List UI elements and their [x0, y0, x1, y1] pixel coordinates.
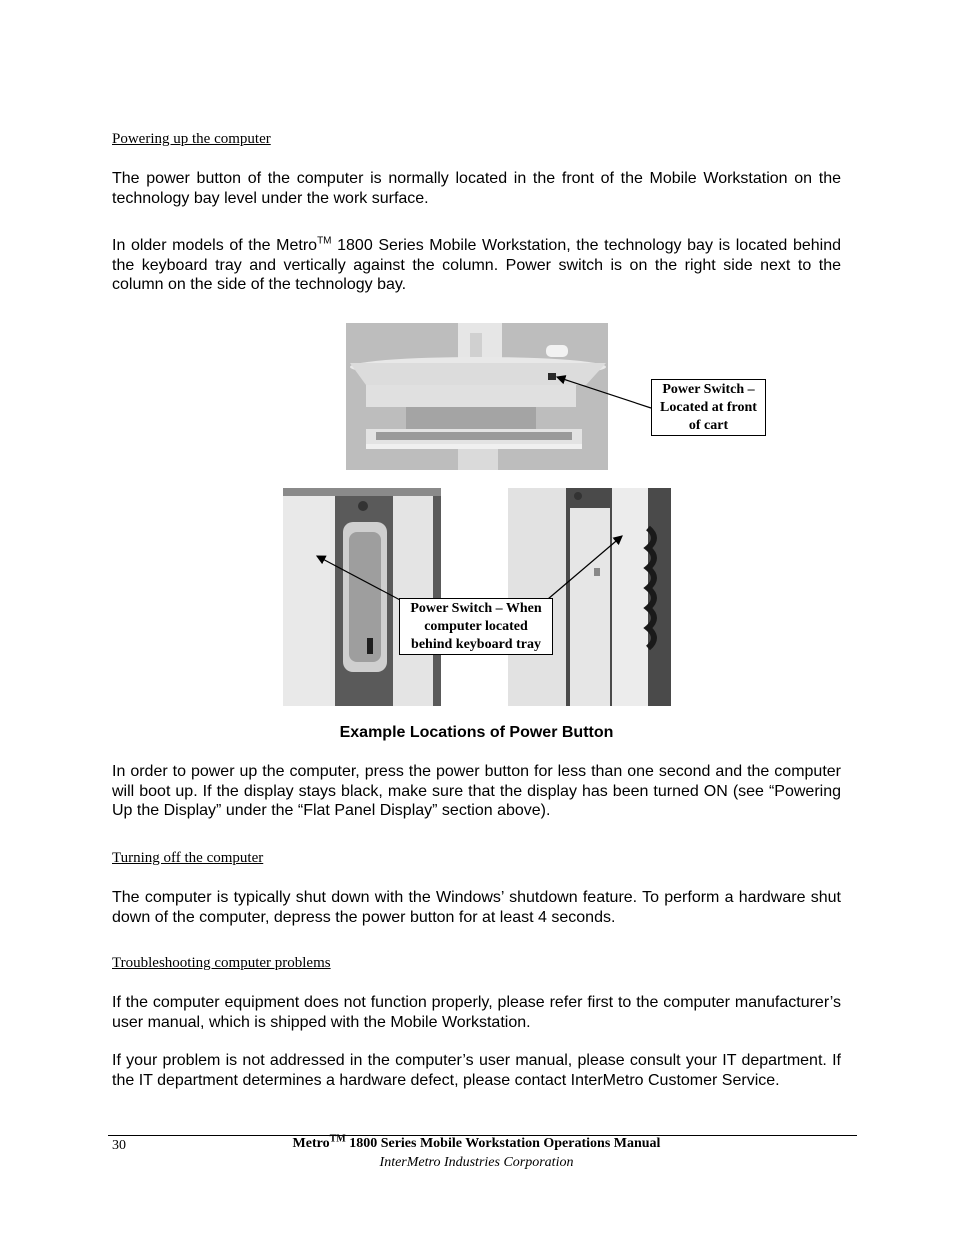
- footer-manual-title: [112, 1133, 841, 1152]
- footer-title-start: Metro: [292, 1136, 330, 1151]
- footer-trademark-symbol: TM: [329, 1133, 346, 1145]
- page-number: 30: [112, 1138, 126, 1153]
- heading-troubleshooting: Troubleshooting computer problems: [112, 955, 331, 971]
- paragraph-power-up-instructions: In order to power up the computer, press the power button for less than one second and the computer will boot up. If the display stays black, make sure that the display has been turned ON (see “Powering Up the Display” under the “Flat Panel Display” section above).: [112, 763, 841, 819]
- footer-company-name: InterMetro Industries Corporation: [379, 1155, 574, 1170]
- paragraph-refer-manual: If the computer equipment does not function properly, please refer first to the computer manufacturer’s user manual, which is shipped with the Mobile Workstation.: [112, 994, 841, 1031]
- callout-behind-tray-switch: Power Switch – When computer located behind keyboard tray: [399, 598, 553, 655]
- paragraph-shutdown: The computer is typically shut down with the Windows’ shutdown feature. To perform a hardware shut down of the computer, depress the power button for at least 4 seconds.: [112, 889, 841, 926]
- arrow-right-switch: [548, 536, 622, 599]
- paragraph-power-button-location: The power button of the computer is normally located in the front of the Mobile Workstation on the technology bay level under the work surface.: [112, 170, 841, 207]
- figure-caption: Example Locations of Power Button: [339, 724, 614, 741]
- older-models-text-rest: 1800 Series Mobile Workstation, the technology bay is located behind the keyboard tray and vertically against the column. Power switch is on the right side next to the column on the side of the technology bay.: [112, 237, 841, 293]
- paragraph-contact-support: If your problem is not addressed in the computer’s user manual, please consult your IT department. If the IT department determines a hardware defect, please contact InterMetro Customer Service.: [112, 1052, 841, 1089]
- callout-front-switch: Power Switch – Located at front of cart: [651, 379, 766, 436]
- arrow-left-switch: [317, 556, 402, 601]
- older-models-text-start: In older models of the Metro: [112, 237, 318, 254]
- heading-powering-up: Powering up the computer: [112, 131, 271, 147]
- footer-title-rest: 1800 Series Mobile Workstation Operations Manual: [345, 1136, 661, 1151]
- trademark-symbol: TM: [317, 235, 332, 247]
- heading-turning-off: Turning off the computer: [112, 850, 264, 866]
- arrow-front-switch: [557, 377, 651, 408]
